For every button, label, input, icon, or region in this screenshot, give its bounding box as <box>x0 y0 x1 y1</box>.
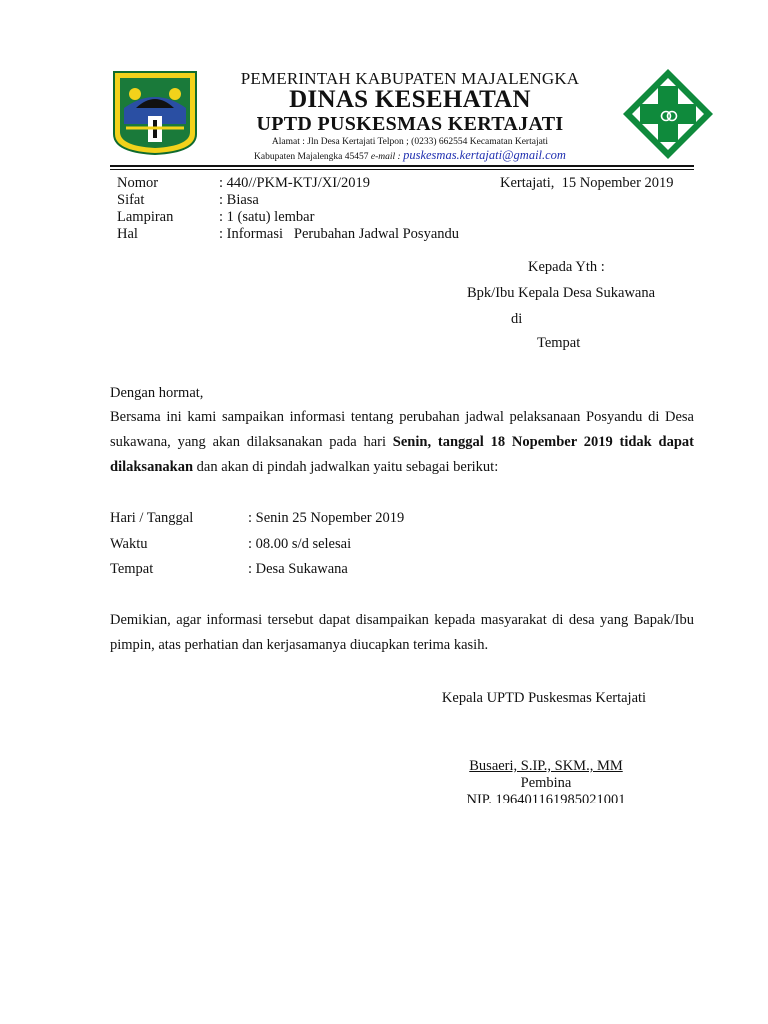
hal-label: Hal <box>117 226 138 242</box>
schedule-hari-value: : Senin 25 Nopember 2019 <box>248 510 405 526</box>
place-date: Kertajati, 15 Nopember 2019 <box>500 175 674 191</box>
schedule-waktu-value: : 08.00 s/d selesai <box>248 536 352 552</box>
address-city: Kabupaten Majalengka 45457 <box>254 152 369 162</box>
sifat-value: : Biasa <box>219 192 259 208</box>
nomor-value: : 440//PKM-KTJ/XI/2019 <box>219 175 371 191</box>
header-rule-thin <box>110 169 694 170</box>
majalengka-crest-logo <box>110 68 200 156</box>
body-paragraph-part1: Bersama ini kami sampaikan informasi tentang perubahan jadwal pelaksanaan Posyandu di Desa sukawana, yang akan dilaksanakan pada hari <box>110 409 694 450</box>
recipient-name: Bpk/Ibu Kepala Desa Sukawana <box>467 285 656 301</box>
body-paragraph <box>110 405 694 480</box>
schedule-tempat-value: : Desa Sukawana <box>248 561 348 577</box>
header-rule-thick <box>110 165 694 167</box>
recipient-tempat: Tempat <box>537 335 581 351</box>
hal-value: : Informasi Perubahan Jadwal Posyandu <box>219 226 460 242</box>
email-link[interactable]: puskesmas.kertajati@gmail.com <box>403 148 566 162</box>
signature-name: Busaeri, S.IP., SKM., MM <box>469 758 623 774</box>
lampiran-value: : 1 (satu) lembar <box>219 209 315 225</box>
closing-paragraph: Demikian, agar informasi tersebut dapat disampaikan kepada masyarakat di desa yang Bapak/Ibu pimpin, atas perhatian dan kerjasamanya diucapkan terima kasih. <box>110 612 694 653</box>
body-paragraph-bold: Senin, tanggal 18 Nopember 2019 tidak dapat dilaksanakan <box>110 434 694 475</box>
salutation: Dengan hormat, <box>110 385 204 401</box>
recipient-di: di <box>511 311 523 327</box>
email-label: e-mail : <box>370 152 401 162</box>
schedule-tempat-label: Tempat <box>110 561 154 577</box>
puskesmas-logo <box>620 66 716 162</box>
body-paragraph-part2: dan akan di pindah jadwalkan yaitu sebagai berikut: <box>193 459 499 475</box>
lampiran-label: Lampiran <box>117 209 174 225</box>
recipient-kepada: Kepada Yth : <box>528 259 605 275</box>
schedule-hari-label: Hari / Tanggal <box>110 510 194 526</box>
sifat-label: Sifat <box>117 192 145 208</box>
unit-name: UPTD PUSKESMAS KERTAJATI <box>256 113 564 135</box>
signature-rank: Pembina <box>520 775 572 791</box>
government-name: PEMERINTAH KABUPATEN MAJALENGKA <box>240 69 580 88</box>
address-line: Alamat : Jln Desa Kertajati Telpon ; (0233) 662554 Kecamatan Kertajati <box>271 137 549 147</box>
agency-name: DINAS KESEHATAN <box>289 86 531 113</box>
schedule-waktu-label: Waktu <box>110 536 148 552</box>
nomor-label: Nomor <box>117 175 159 191</box>
address-email-line <box>205 148 615 163</box>
signature-title: Kepala UPTD Puskesmas Kertajati <box>441 690 647 706</box>
signature-nip: NIP. 196401161985021001 <box>466 792 626 803</box>
